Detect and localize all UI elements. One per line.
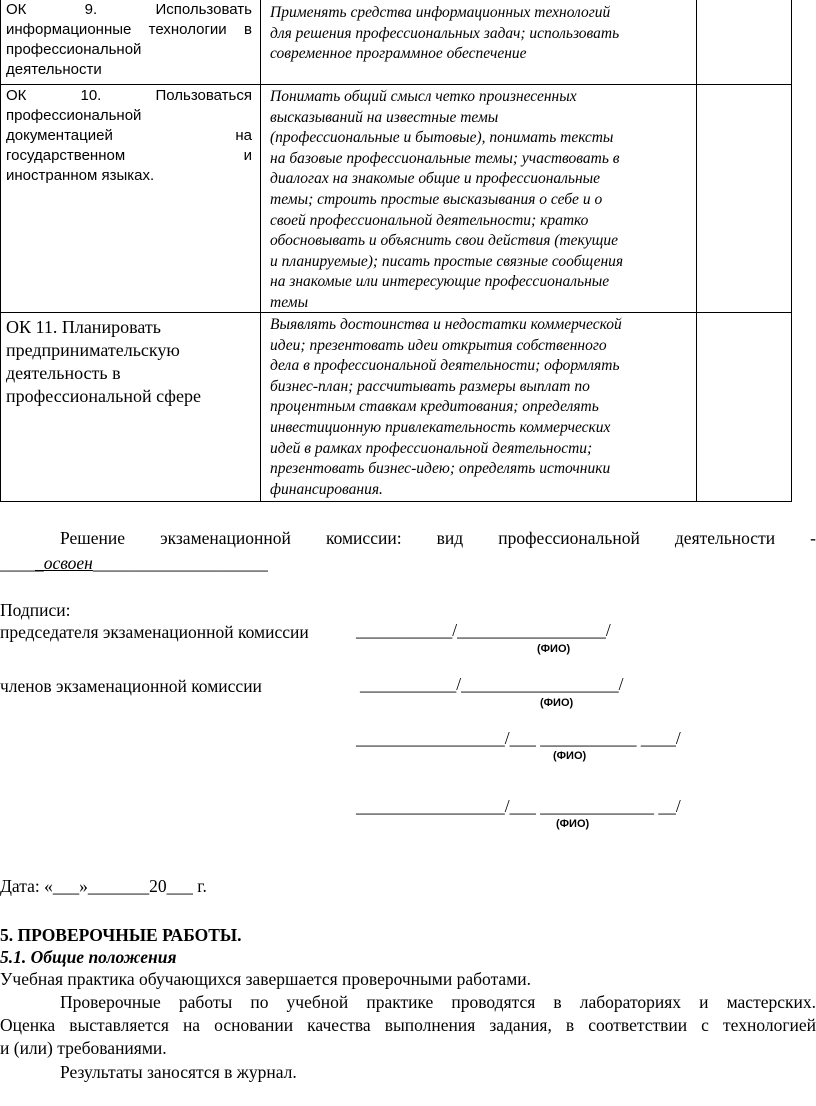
fio-caption: (ФИО) [556,818,590,830]
paragraph-1: Учебная практика обучающихся завершается проверочными работами. [0,969,532,989]
code-line: ОК 9. Использовать [6,1,252,18]
code-line: профессиональной [6,41,142,58]
skill-line: темы [270,293,309,311]
fio-caption: (ФИО) [540,697,574,709]
code-line: предпринимательскую [6,340,180,360]
skill-line: Выявлять достоинства и недостатки коммерческой [270,316,622,333]
decision-blank-before: ____ [0,553,35,573]
skill-line: своей профессиональной деятельности; кратко [270,211,589,229]
skill-line: идей в рамках профессиональной деятельности; [270,439,593,457]
table-row-ok11-skills [270,315,692,500]
code-line: деятельности [6,61,102,78]
table-row-ok9-code [6,0,252,80]
code-line: профессиональной [6,107,142,124]
member3-signature-line: _________________/___ _____________ __/ [356,796,681,816]
skill-line: диалогах на знакомые общие и профессиональные [270,170,601,188]
code-line: государственном и [6,147,252,164]
member1-signature-line: ___________/__________________/ [360,674,624,694]
fio-caption: (ФИО) [553,750,587,762]
code-line: деятельность в [6,363,121,383]
skill-line: обосновывать и объяснить свои действия (текущие [270,232,618,250]
signatures-title: Подписи: [0,600,71,620]
skill-line: процентным ставкам кредитования; определять [270,398,599,416]
date-line: Дата: «___»_______20___ г. [0,876,207,896]
code-line: документацией на [6,127,252,144]
skill-line: на базовые профессиональные темы; участвовать в [270,149,620,167]
skill-line: (профессиональные и бытовые), понимать тексты [270,129,614,147]
chairman-label: председателя экзаменационной комиссии [0,622,309,642]
table-row-ok10-skills [270,87,692,314]
skill-line: современное программное обеспечение [270,45,527,63]
code-line: профессиональной сфере [6,386,201,406]
skill-line: бизнес-план; рассчитывать размеры выплат по [270,377,590,395]
decision-result [0,553,268,574]
skill-line: для решения профессиональных задач; использовать [270,24,620,42]
section-heading: 5. ПРОВЕРОЧНЫЕ РАБОТЫ. [0,925,242,945]
skill-line: на знакомые или интересующие профессиональные [270,273,610,291]
skill-line: и планируемые); писать простые связные сообщения [270,252,624,270]
table-row-ok11-code [6,316,252,408]
skill-line: инвестиционную привлекательность коммерческих [270,418,611,436]
decision-blank-after: ____________________ [92,553,268,573]
code-line: ОК 10. Пользоваться [6,87,252,104]
skill-line: Понимать общий смысл четко произнесенных [270,88,577,105]
table-row-ok9-skills [270,3,692,65]
skill-line: идеи; презентовать идеи открытия собственного [270,336,607,354]
section-subheading: 5.1. Общие положения [0,947,177,967]
code-line: ОК 11. Планировать [6,317,161,337]
paragraph-2-line-3: и (или) требованиями. [0,1038,167,1058]
competencies-table [0,0,792,502]
skill-line: Применять средства информационных технологий [270,4,611,21]
table-row-ok10-code [6,86,252,186]
skill-line: финансирования. [270,480,383,498]
decision-value: _освоен [35,553,93,573]
skill-line: дела в профессиональной деятельности; оформлять [270,357,620,375]
fio-caption: (ФИО) [537,643,571,655]
members-label: членов экзаменационной комиссии [0,676,262,696]
skill-line: темы; строить простые высказывания о себе и о [270,190,603,208]
paragraph-2-line-1: Проверочные работы по учебной практике проводятся в лабораториях и мастерских. [60,992,816,1012]
skill-line: презентовать бизнес-идею; определять источники [270,460,611,478]
decision-statement: Решение экзаменационной комиссии: вид профессиональной деятельности - [60,528,816,548]
paragraph-2-line-2: Оценка выставляется на основании качества выполнения задания, в соответствии с технологией [0,1015,816,1035]
paragraph-3: Результаты заносятся в журнал. [60,1062,297,1082]
member2-signature-line: _________________/___ ___________ ____/ [356,728,681,748]
chairman-signature-line: ___________/_________________/ [356,620,611,640]
skill-line: высказываний на известные темы [270,108,499,126]
code-line: информационные технологии в [6,21,252,38]
code-line: иностранном языках. [6,167,155,184]
